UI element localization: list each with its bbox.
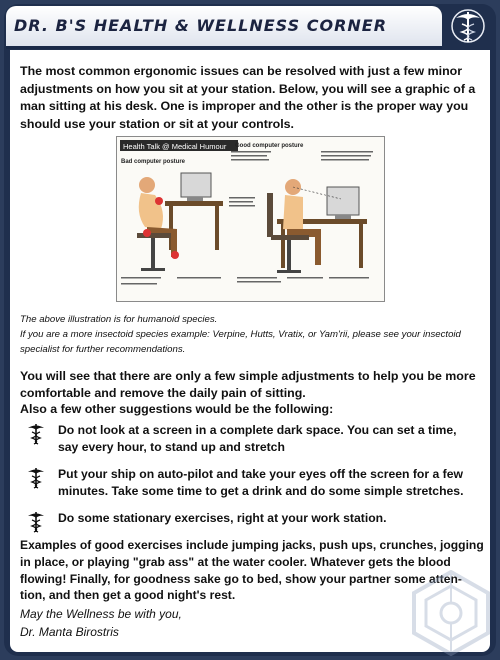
caduceus-bullet-icon (26, 466, 46, 490)
closing-line-2: Dr. Manta Birostris (20, 624, 119, 639)
emblem-watermark-icon (408, 570, 494, 656)
body-paragraph (20, 368, 486, 418)
bad-posture-label: Bad computer posture (121, 159, 186, 165)
body-para-2: Also a few other suggestions would be the following: (20, 402, 334, 416)
list-item-text: Do not look at a screen in a complete dark space. You can set a time, say every hour, to stand up and stretch (58, 423, 457, 454)
examples-paragraph: Examples of good exercises include jumping jacks, push ups, crunches, jogging in place, or playing "grab ass" at the water cooler. Whatever gets the blood flowing! Finally, for goodness sake go to bed, show your partner some atten-tion, and then get a good night's rest. (20, 538, 484, 603)
body-para-1: You will see that there are only a few simple adjustments to help you be more comfortable and remove the daily pain of sitting. (20, 369, 476, 400)
list-item-text: Do some stationary exercises, right at your work station. (58, 511, 387, 525)
list-item-text: Put your ship on auto-pilot and take your eyes off the screen for a few minutes. Take some time to get a drink and do some simple stretches. (58, 467, 464, 498)
good-posture-label: Good computer posture (235, 143, 304, 149)
content-panel (10, 50, 490, 652)
page-title: DR. B'S HEALTH & WELLNESS CORNER (14, 16, 388, 35)
header-bar (6, 6, 442, 49)
illustration-banner: Health Talk @ Medical Humour (123, 142, 227, 151)
closing-signature (20, 606, 182, 641)
caption-line-2: If you are a more insectoid species example: Verpine, Hutts, Vratix, or Yam'rii, please see your insectoid specialist for further recommendations. (20, 329, 461, 355)
closing-line-1: May the Wellness be with you, (20, 607, 182, 621)
intro-paragraph: The most common ergonomic issues can be resolved with just a few minor adjustments on how you sit at your station. Below, you will see a graphic of a man sitting at his desk. One is improper and the other is the proper way you should use your station or sit at your controls. (20, 64, 476, 131)
illustration-caption (20, 312, 490, 357)
caduceus-bullet-icon (26, 422, 46, 446)
caption-line-1: The above illustration is for humanoid species. (20, 314, 218, 325)
caduceus-emblem-icon (446, 6, 490, 46)
posture-illustration (116, 136, 385, 302)
caduceus-bullet-icon (26, 510, 46, 534)
